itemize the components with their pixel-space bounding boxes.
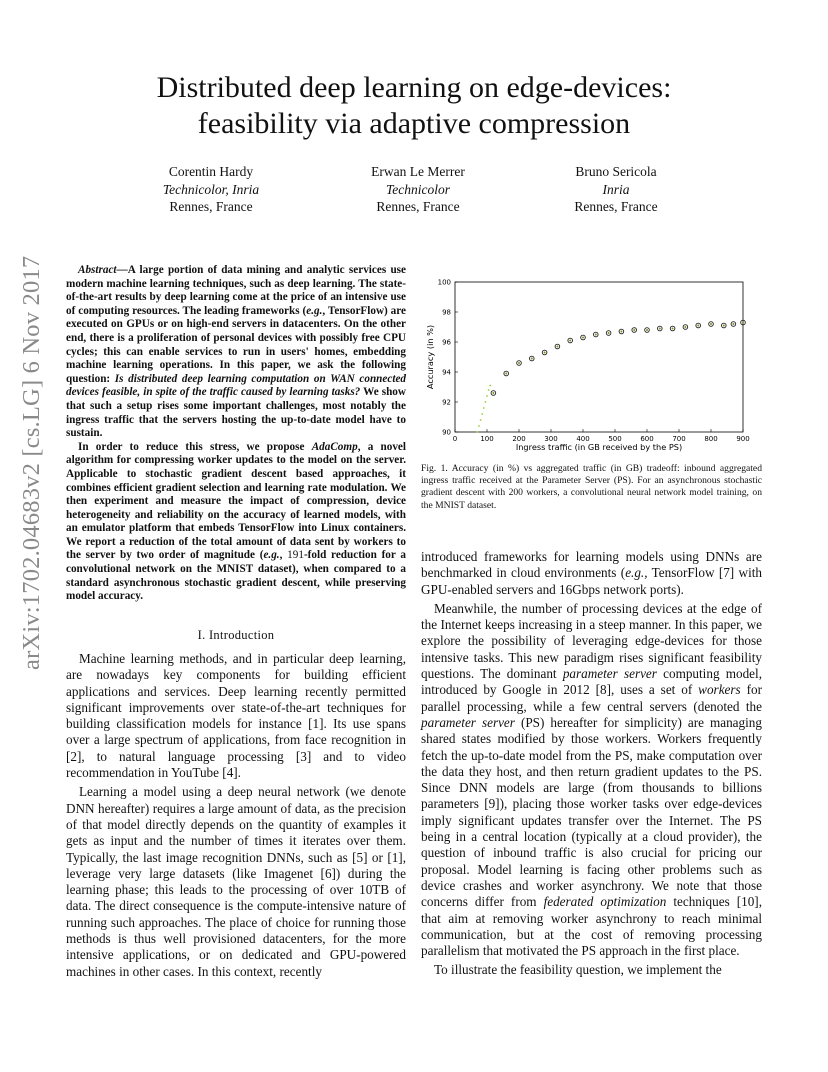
x-tick-label: 500: [608, 435, 622, 443]
ramp-point: [485, 401, 487, 403]
data-point-fill: [505, 373, 507, 375]
abstract-label: Abstract: [78, 264, 117, 276]
x-tick-label: 400: [576, 435, 590, 443]
data-point-fill: [659, 328, 661, 330]
y-tick-label: 92: [442, 398, 451, 407]
y-tick-label: 98: [442, 308, 451, 317]
abstract-text: , a novel algorithm for compressing worker updates to the model on the server. Applicable to stochastic gradient descent based approaches, it combines efficient gradient selection and learning rate modulation. We then experiment and measure the impact of compression, device heterogeneity and reliability on the accuracy of learned models, with an emulator platform that embeds TensorFlow into Linux containers. We report a reduction of the total amount of data sent by workers to the server by two order of magnitude (: [66, 440, 406, 562]
abstract-text: In order to reduce this stress, we propose: [78, 440, 312, 453]
ramp-point: [481, 413, 483, 415]
ramp-point: [488, 389, 490, 391]
abstract-text: —A large portion of data mining and analytic services use modern machine learning techniques, such as deep learning. The state-of-the-art results by deep learning come at the price of an intensive use of computing resources. The leading frameworks (: [66, 264, 406, 317]
data-point-fill: [672, 328, 674, 330]
term-workers: workers: [698, 682, 741, 698]
right-paragraph-1: [421, 601, 762, 960]
ramp-point: [478, 425, 480, 427]
body-text: computing model, introduced by Google in 2012 [8], uses a set of: [421, 666, 762, 698]
body-text: (PS) hereafter for simplicity) are managing shared states modified by those workers. Workers frequently fetch the up-to-date model from the PS, make computation over the data they host, and then return gradient updates to the PS. Since DNN models are large (from thousands to billions parameters [9]), placing those worker tasks over edge-devices imply significant updates transfer over the Internet. The PS being in a central location (typically at a cloud provider), the question of inbound traffic is also crucial for pricing our proposal. Model learning is facing other problems such as device crashes and worker asynchrony. We note that those concerns differ from: [421, 714, 762, 910]
y-tick-label: 100: [437, 278, 451, 287]
author-location: Rennes, France: [376, 199, 460, 214]
x-tick-label: 100: [480, 435, 494, 443]
abstract-text: ,: [279, 549, 288, 562]
data-point-fill: [710, 323, 712, 325]
x-tick-label: 700: [672, 435, 686, 443]
abstract-number: 191: [287, 549, 304, 562]
author-name: Bruno Sericola: [575, 164, 657, 179]
left-column: [66, 651, 406, 983]
ramp-point: [483, 407, 485, 409]
data-point-fill: [742, 322, 744, 324]
author-name: Corentin Hardy: [168, 164, 254, 179]
data-point-fill: [732, 323, 734, 325]
data-point-fill: [556, 346, 558, 348]
term-parameter-server: parameter server: [421, 714, 515, 730]
body-text: techniques [10], that aim at removing worker asynchrony to reach minimal communication, but at the cost of removing processing parallelism that motivated the PS approach in the first place.: [421, 894, 762, 959]
data-point-fill: [633, 329, 635, 331]
data-point-fill: [595, 334, 597, 336]
abstract-text: -fold reduction for a convolutional network on the MNIST dataset), when compared to a standard asynchronous stochastic gradient descent, while preserving model accuracy.: [66, 549, 407, 603]
x-tick-label: 200: [512, 435, 526, 443]
author-block-2: [318, 163, 518, 216]
author-block-1: [111, 163, 311, 216]
abstract-text: We show that such a setup rises some important challenges, most notably the ingress traffic that the servers hosting the up-to-date model have to sustain.: [66, 386, 406, 440]
data-point-fill: [697, 325, 699, 327]
body-text: introduced frameworks for learning models using DNNs are benchmarked in cloud environments (: [421, 549, 762, 581]
term-federated-optimization: federated optimization: [543, 894, 667, 910]
title-line-2: feasibility via adaptive compression: [197, 107, 631, 140]
abstract-question: Is distributed deep learning computation on WAN connected devices feasible, in spite of the traffic caused by learning tasks?: [66, 372, 406, 399]
y-axis-label: Accuracy (in %): [425, 324, 435, 390]
intro-paragraph-1: Machine learning methods, and in particular deep learning, are nowadays key components for building efficient applications and services. Deep learning recently permitted significant improvements over state-of-the-art techniques for building classification models for instance [1]. Its use spans over a large spectrum of applications, from face recognition in [2], to natural language processing [3] and to video recommendation in YouTube [4].: [66, 651, 406, 781]
y-tick-label: 94: [442, 368, 451, 377]
author-affiliation: Technicolor, Inria: [162, 181, 260, 197]
data-point-fill: [569, 340, 571, 342]
data-point-fill: [608, 332, 610, 334]
data-point-fill: [646, 329, 648, 331]
ramp-point: [477, 431, 479, 433]
abstract-eg: e.g.: [306, 304, 323, 317]
body-text: for parallel processing, while a few central servers (denoted the: [421, 682, 762, 714]
data-point-fill: [684, 326, 686, 328]
title-line-1: Distributed deep learning on edge-devices:: [156, 71, 672, 104]
data-point-fill: [723, 325, 725, 327]
x-tick-label: 800: [704, 435, 718, 443]
data-point-fill: [620, 331, 622, 333]
ramp-point: [480, 419, 482, 421]
abstract-eg: e.g.: [263, 549, 280, 562]
x-tick-label: 0: [452, 435, 458, 443]
data-point-fill: [492, 392, 494, 394]
ramp-point: [486, 395, 488, 397]
abstract-text: , TensorFlow) are executed on GPUs or on high-end servers in datacenters. On the other end, there is a proliferation of personal devices with possibly free CPU cycles; this can enable services to run in users' homes, embedding machine learning operations. In this paper, we ask the following question:: [66, 304, 406, 385]
y-tick-label: 96: [442, 338, 451, 347]
data-point-fill: [582, 337, 584, 339]
figure-caption: Fig. 1. Accuracy (in %) vs aggregated traffic (in GB) tradeoff: inbound aggregated ingress traffic received at the Parameter Server (PS). For an asynchronous stochastic gradient descent with 200 workers, a convolutional neural network model training, on the MNIST dataset.: [421, 463, 762, 511]
algorithm-name: AdaComp: [311, 440, 358, 453]
term-parameter-server: parameter server: [562, 666, 657, 682]
figure-1-chart: [418, 272, 758, 452]
abstract-paragraph-2: [66, 441, 406, 604]
author-affiliation: Technicolor: [386, 181, 450, 197]
author-location: Rennes, France: [169, 199, 253, 214]
right-paragraph-2: To illustrate the feasibility question, we implement the: [434, 962, 722, 978]
data-point-fill: [518, 362, 520, 364]
body-eg: e.g.: [625, 565, 645, 581]
abstract: [66, 264, 406, 604]
right-paragraph-0: [421, 549, 762, 598]
author-affiliation: Inria: [602, 181, 630, 197]
body-text: , TensorFlow [7] with GPU-enabled servers and 16Gbps network ports).: [421, 565, 762, 597]
data-point-fill: [544, 352, 546, 354]
data-point-fill: [531, 358, 533, 360]
y-tick-label: 90: [442, 428, 451, 437]
x-tick-label: 300: [544, 435, 558, 443]
x-tick-label: 600: [640, 435, 654, 443]
abstract-paragraph-1: [66, 264, 406, 441]
plot-frame: [455, 282, 743, 432]
x-axis-label: Ingress traffic (in GB received by the PS): [515, 442, 683, 452]
section-heading: I. Introduction: [197, 628, 275, 642]
body-text: Meanwhile, the number of processing devices at the edge of the Internet keeps increasing in a steep manner. In this paper, we explore the possibility of leveraging edge-devices for those intensive tasks. This new paradigm rises significant feasibility questions. The dominant: [421, 600, 762, 682]
author-block-3: [516, 163, 716, 216]
intro-paragraph-2: Learning a model using a deep neural network (we denote DNN hereafter) requires a large amount of data, as the precision of that model directly depends on the quantity of examples it gets as input and the number of times it iterates over them. Typically, the last image recognition DNNs, such as [5] or [1], leverage very large datasets (like Imagenet [6]) during the learning phase; this leads to the processing of over 10TB of data. The direct consequence is the compute-intensive nature of running such approaches. The place of choice for running those methods is thus well provisioned datacenters, for the more intensive applications, or on dedicated and GPU-powered machines in other cases. In this context, recently: [66, 784, 406, 979]
paper-title: [60, 70, 768, 142]
author-location: Rennes, France: [574, 199, 658, 214]
accuracy-traffic-scatter: [418, 272, 758, 452]
right-column: [421, 549, 762, 982]
author-name: Erwan Le Merrer: [371, 164, 465, 179]
arxiv-stamp: arXiv:1702.04683v2 [cs.LG] 6 Nov 2017: [18, 255, 45, 670]
x-tick-label: 900: [736, 435, 750, 443]
ramp-point: [489, 385, 491, 387]
